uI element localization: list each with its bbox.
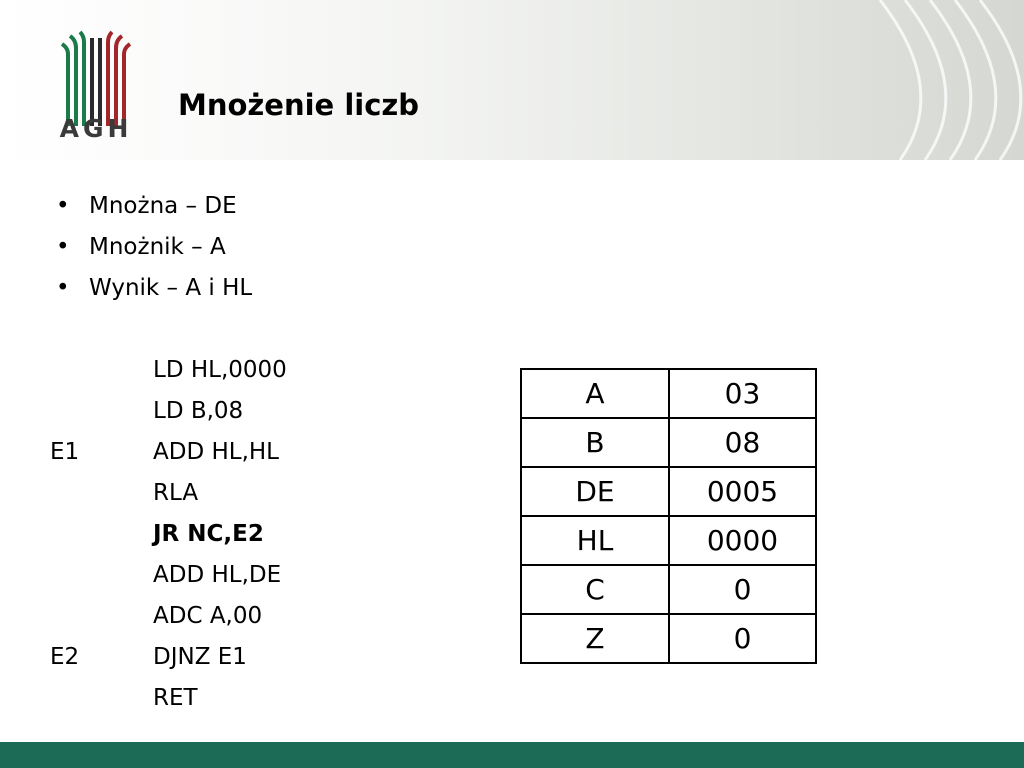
code-instruction: RLA bbox=[153, 480, 199, 506]
bullet-dot: • bbox=[56, 234, 70, 260]
code-instruction: RET bbox=[153, 685, 198, 711]
register-name: C bbox=[521, 565, 669, 614]
register-name: Z bbox=[521, 614, 669, 663]
code-instruction: ADC A,00 bbox=[153, 603, 263, 629]
bullet-dot: • bbox=[56, 193, 70, 219]
code-label: E1 bbox=[50, 439, 80, 465]
footer-bar bbox=[0, 742, 1024, 768]
bullet-text: Mnożnik – A bbox=[89, 234, 226, 260]
bullet-item bbox=[56, 268, 252, 309]
table-row bbox=[521, 516, 816, 565]
register-table bbox=[520, 368, 817, 664]
logo-text: AGH bbox=[59, 114, 133, 143]
register-value: 0005 bbox=[669, 467, 816, 516]
table-row bbox=[521, 418, 816, 467]
register-name: HL bbox=[521, 516, 669, 565]
table-row bbox=[521, 369, 816, 418]
table-row bbox=[521, 467, 816, 516]
bullet-dot: • bbox=[56, 275, 70, 301]
code-instruction: JR NC,E2 bbox=[153, 521, 264, 547]
code-instruction: LD B,08 bbox=[153, 398, 244, 424]
register-value: 0000 bbox=[669, 516, 816, 565]
register-value: 03 bbox=[669, 369, 816, 418]
bullet-text: Wynik – A i HL bbox=[89, 275, 253, 301]
register-name: DE bbox=[521, 467, 669, 516]
register-value: 08 bbox=[669, 418, 816, 467]
register-name: A bbox=[521, 369, 669, 418]
decorative-arcs bbox=[0, 0, 1024, 160]
slide-header bbox=[0, 0, 1024, 160]
bullet-text: Mnożna – DE bbox=[89, 193, 237, 219]
code-instruction: LD HL,0000 bbox=[153, 357, 287, 383]
bullet-list bbox=[56, 186, 252, 309]
table-row bbox=[521, 565, 816, 614]
register-name: B bbox=[521, 418, 669, 467]
code-instruction: ADD HL,DE bbox=[153, 562, 282, 588]
bullet-item bbox=[56, 227, 252, 268]
code-instruction: ADD HL,HL bbox=[153, 439, 279, 465]
bullet-item bbox=[56, 186, 252, 227]
table-row bbox=[521, 614, 816, 663]
register-value: 0 bbox=[669, 614, 816, 663]
register-value: 0 bbox=[669, 565, 816, 614]
code-label: E2 bbox=[50, 644, 80, 670]
slide-title: Mnożenie liczb bbox=[178, 88, 420, 122]
code-instruction: DJNZ E1 bbox=[153, 644, 247, 670]
